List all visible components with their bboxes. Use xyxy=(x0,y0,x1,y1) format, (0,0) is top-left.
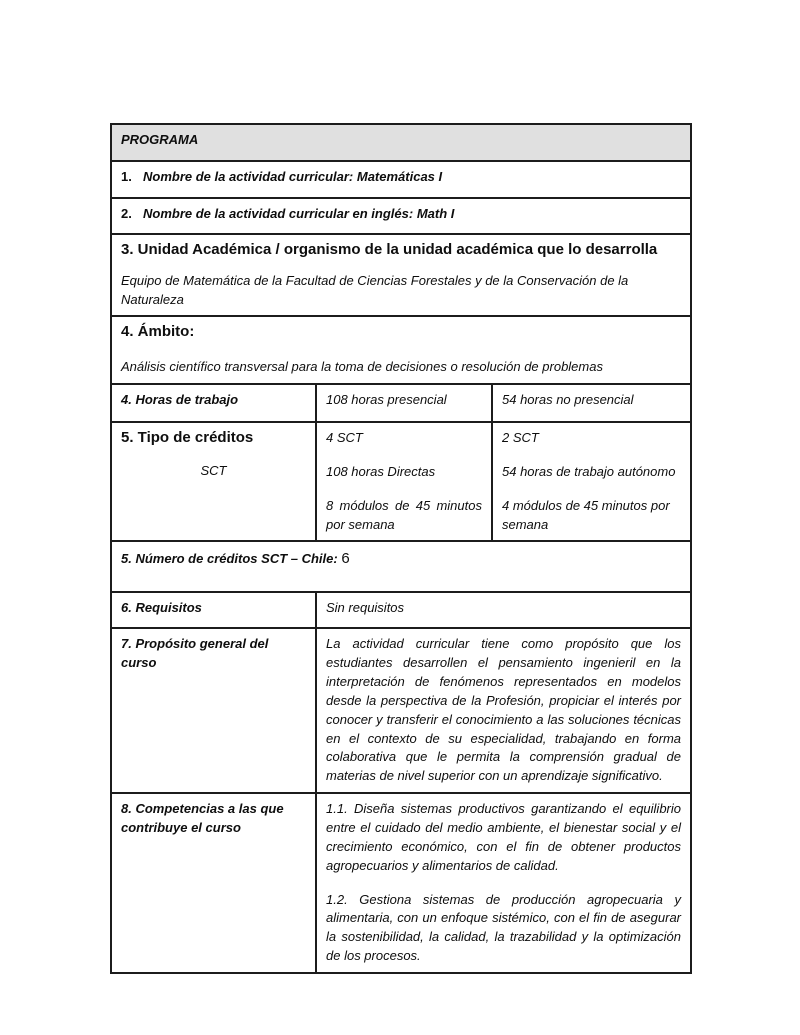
unidad-academica-heading: 3. Unidad Académica / organismo de la unidad académica que lo desarrolla xyxy=(121,241,658,258)
competencias-label: 8. Competencias a las que contribuye el curso xyxy=(111,793,316,973)
programa-title: PROGRAMA xyxy=(111,124,691,161)
row-proposito xyxy=(111,628,691,793)
row1-label: Nombre de la actividad curricular: xyxy=(143,169,354,184)
horas-no-presencial-cell: 54 horas no presencial xyxy=(492,384,691,422)
tipo-creditos-presencial-cell xyxy=(316,422,492,541)
tipo-creditos-autonomo-cell xyxy=(492,422,691,541)
unidad-academica-cell xyxy=(111,234,691,316)
row-tipo-creditos xyxy=(111,422,691,541)
nombre-curricular-cell xyxy=(111,161,691,198)
requisitos-value: Sin requisitos xyxy=(316,592,691,628)
modulos-autonomo: 4 módulos de 45 minutos por semana xyxy=(502,497,670,532)
row-requisitos xyxy=(111,592,691,628)
row-ambito xyxy=(111,316,691,384)
horas-presencial-cell: 108 horas presencial xyxy=(316,384,492,422)
row-nombre-curricular xyxy=(111,161,691,198)
tipo-creditos-label-cell xyxy=(111,422,316,541)
ambito-cell xyxy=(111,316,691,384)
row1-number: 1. xyxy=(121,169,132,184)
row-horas-trabajo xyxy=(111,384,691,422)
proposito-body: La actividad curricular tiene como propósito que los estudiantes desarrollen el pensamiento ingenieril en la interpretación de fenómenos representados en modelos desde la perspectiva de la Profesión, propiciar el interés por conocer y transferir el conocimiento a las soluciones técnicas en el contexto de su especialidad, trabajando en forma colaborativa que le permita la comprensión gradual de materias de nivel superior con un aprendizaje significativo. xyxy=(326,636,682,784)
numero-creditos-value: 6 xyxy=(341,550,350,568)
requisitos-label: 6. Requisitos xyxy=(111,592,316,628)
competencia-1-1: 1.1. Diseña sistemas productivos garantizando el equilibrio entre el cuidado del medio ambiente, el bienestar social y el crecimiento económico, con el fin de obtener productos agropecuarios y alimentarios de calidad. xyxy=(326,801,682,873)
programa-table xyxy=(110,123,692,974)
row2-label: Nombre de la actividad curricular en inglés: xyxy=(143,206,414,221)
row1-value: Matemáticas I xyxy=(356,169,443,184)
horas-autonomo: 54 horas de trabajo autónomo xyxy=(502,463,676,479)
numero-creditos-label: 5. Número de créditos SCT – Chile: xyxy=(121,551,338,567)
competencias-body-cell xyxy=(316,793,691,973)
sct-presencial: 4 SCT xyxy=(326,430,363,446)
tipo-creditos-heading: 5. Tipo de créditos xyxy=(121,429,254,447)
horas-directas: 108 horas Directas xyxy=(326,463,436,479)
nombre-ingles-cell xyxy=(111,198,691,234)
proposito-body-cell xyxy=(316,628,691,793)
competencia-1-2: 1.2. Gestiona sistemas de producción agropecuaria y alimentaria, con un enfoque sistémico, con el fin de asegurar la sostenibilidad, la calidad, la trazabilidad y la optimización de los procesos. xyxy=(326,891,682,964)
numero-creditos-cell xyxy=(111,541,691,592)
horas-trabajo-label: 4. Horas de trabajo xyxy=(111,384,316,422)
row-competencias xyxy=(111,793,691,973)
unidad-academica-body: Equipo de Matemática de la Facultad de Ciencias Forestales y de la Conservación de la Naturaleza xyxy=(121,272,629,307)
row2-number: 2. xyxy=(121,206,132,221)
proposito-label: 7. Propósito general del curso xyxy=(111,628,316,793)
row2-value: Math I xyxy=(416,206,455,221)
modulos-presencial: 8 módulos de 45 minutos por semana xyxy=(326,497,482,532)
ambito-heading: 4. Ámbito: xyxy=(121,323,195,341)
header-row xyxy=(111,124,691,161)
sct-autonomo: 2 SCT xyxy=(502,430,539,446)
row-numero-creditos xyxy=(111,541,691,592)
row-unidad-academica xyxy=(111,234,691,316)
row-nombre-ingles xyxy=(111,198,691,234)
tipo-creditos-subheading: SCT xyxy=(200,462,227,478)
ambito-body: Análisis científico transversal para la toma de decisiones o resolución de problemas xyxy=(121,359,603,375)
